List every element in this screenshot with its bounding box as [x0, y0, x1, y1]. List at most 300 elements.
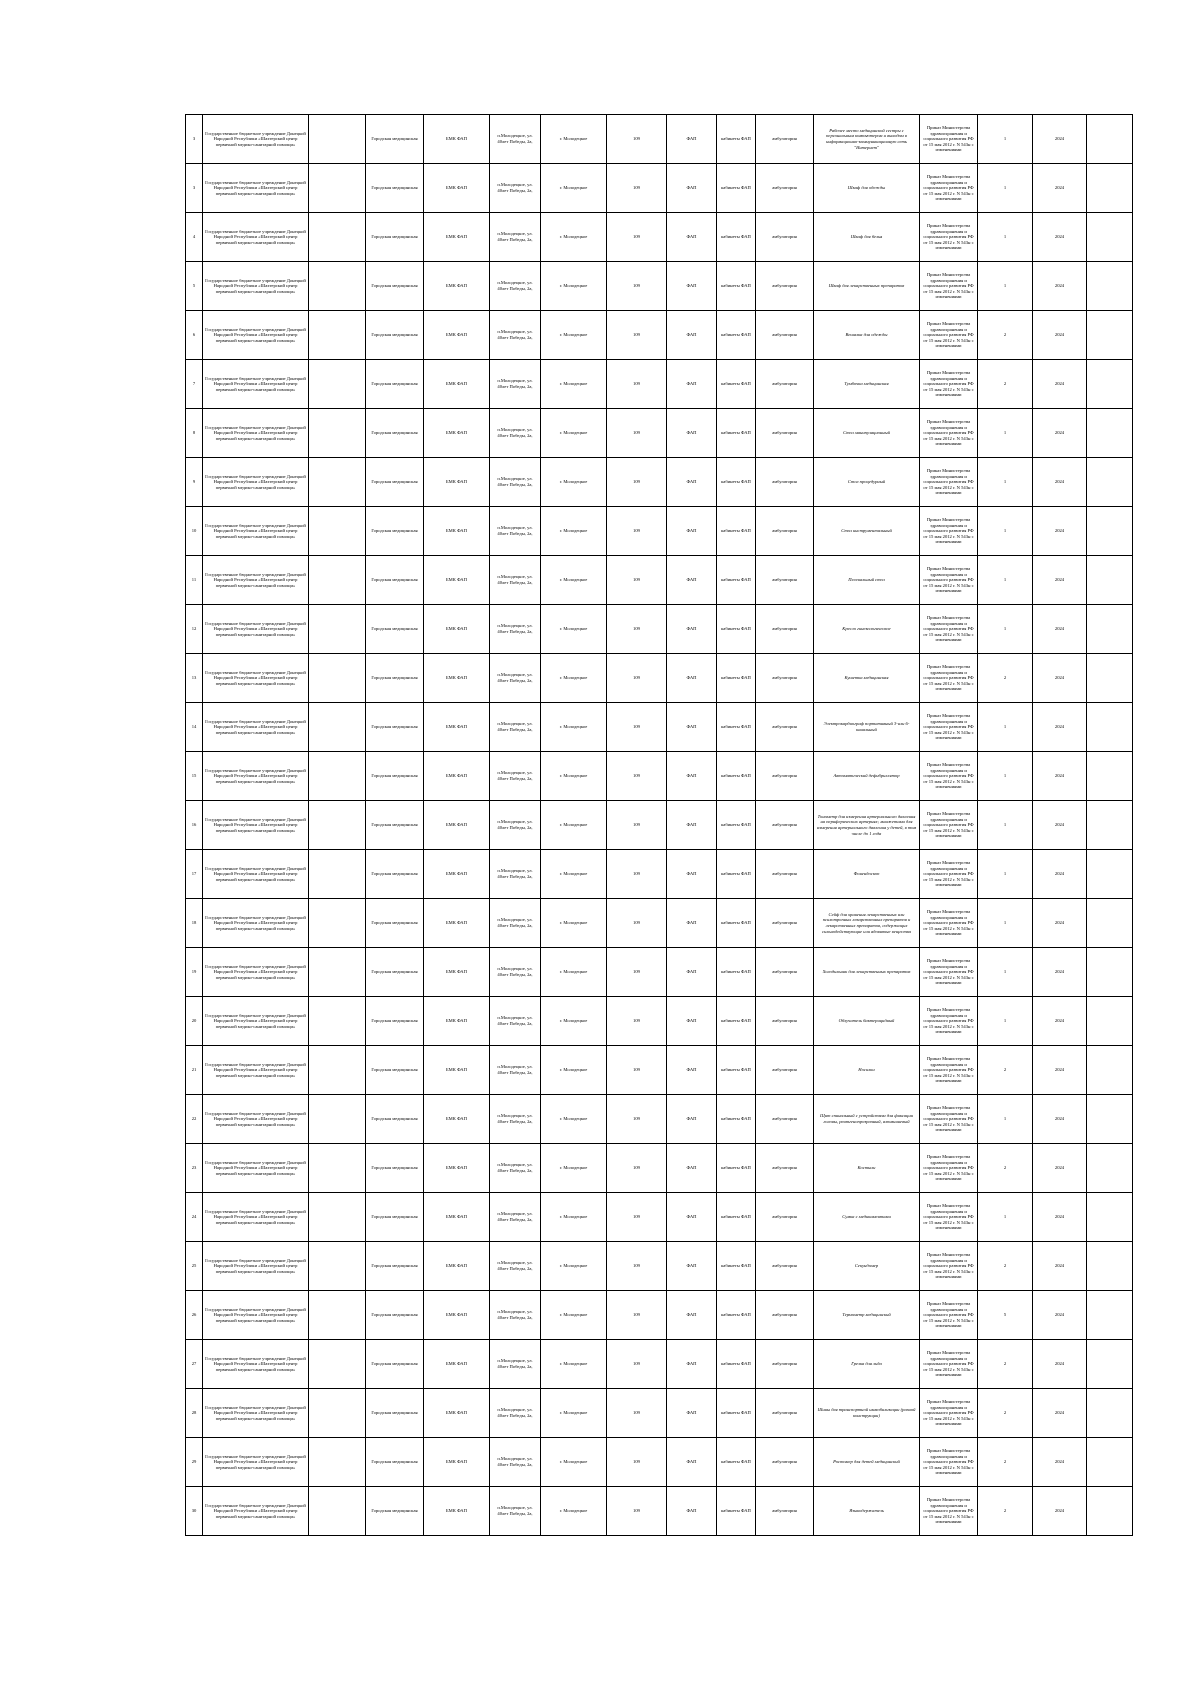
unit: ФАП: [667, 409, 717, 458]
blank-cell: [309, 262, 366, 311]
year: 2024: [1033, 1389, 1087, 1438]
row-number: 25: [186, 1242, 203, 1291]
room-type: амбулатория: [756, 1193, 814, 1242]
equipment-name: Сумка с медикаментами: [814, 1193, 920, 1242]
blank-cell: [309, 752, 366, 801]
row-number: 8: [186, 409, 203, 458]
regulation-order: Приказ Министерства здравоохранения и социального развития РФ от 15 мая 2012 г. N 543н с изменениями: [920, 1046, 978, 1095]
equipment-name: Холодильник для лекарственных препаратов: [814, 948, 920, 997]
address: п.Молодецкое, ул. 40лет Победы, 2а,: [490, 409, 541, 458]
room-type: амбулатория: [756, 1389, 814, 1438]
blank-cell: [1087, 948, 1133, 997]
regulation-order: Приказ Министерства здравоохранения и социального развития РФ от 15 мая 2012 г. N 543н с изменениями: [920, 1144, 978, 1193]
room-type: амбулатория: [756, 262, 814, 311]
code: 109: [607, 605, 667, 654]
equipment-name: Электрокардиограф портативный 3-или 6-канальный: [814, 703, 920, 752]
blank-cell: [309, 1193, 366, 1242]
blank-cell: [1087, 507, 1133, 556]
address: п.Молодецкое, ул. 40лет Победы, 2а,: [490, 556, 541, 605]
address: п.Молодецкое, ул. 40лет Победы, 2а,: [490, 997, 541, 1046]
regulation-order: Приказ Министерства здравоохранения и социального развития РФ от 15 мая 2012 г. N 543н с изменениями: [920, 1487, 978, 1536]
settlement: г. Молодецкое: [541, 507, 607, 556]
row-number: 15: [186, 752, 203, 801]
locality-type: Городская медицинская: [366, 360, 424, 409]
facility-type: БМК ФАП: [424, 360, 490, 409]
code: 109: [607, 1438, 667, 1487]
year: 2024: [1033, 1340, 1087, 1389]
regulation-order: Приказ Министерства здравоохранения и социального развития РФ от 15 мая 2012 г. N 543н с изменениями: [920, 1095, 978, 1144]
year: 2024: [1033, 1193, 1087, 1242]
equipment-name: Облучатель бактерицидный: [814, 997, 920, 1046]
equipment-name: Стол манипуляционный: [814, 409, 920, 458]
year: 2024: [1033, 556, 1087, 605]
room-type: амбулатория: [756, 409, 814, 458]
equipment-name: Фонендоскоп: [814, 850, 920, 899]
facility-type: БМК ФАП: [424, 1438, 490, 1487]
code: 109: [607, 213, 667, 262]
unit: ФАП: [667, 1340, 717, 1389]
blank-cell: [1087, 1193, 1133, 1242]
blank-cell: [309, 164, 366, 213]
equipment-name: Шкаф для белья: [814, 213, 920, 262]
row-number: 21: [186, 1046, 203, 1095]
quantity: 1: [978, 115, 1033, 164]
blank-cell: [1087, 899, 1133, 948]
address: п.Молодецкое, ул. 40лет Победы, 2а,: [490, 1487, 541, 1536]
blank-cell: [1087, 164, 1133, 213]
locality-type: Городская медицинская: [366, 1095, 424, 1144]
table-row: [186, 213, 1133, 262]
locality-type: Городская медицинская: [366, 115, 424, 164]
unit: ФАП: [667, 1291, 717, 1340]
locality-type: Городская медицинская: [366, 1242, 424, 1291]
blank-cell: [309, 115, 366, 164]
institution-name: Государственное бюджетное учреждение Донецкой Народной Республики «Шахтерский центр первичной медико-санитарной помощи»: [203, 899, 309, 948]
regulation-order: Приказ Министерства здравоохранения и социального развития РФ от 15 мая 2012 г. N 543н с изменениями: [920, 262, 978, 311]
address: п.Молодецкое, ул. 40лет Победы, 2а,: [490, 507, 541, 556]
address: п.Молодецкое, ул. 40лет Победы, 2а,: [490, 948, 541, 997]
table-row: [186, 997, 1133, 1046]
blank-cell: [309, 458, 366, 507]
quantity: 2: [978, 360, 1033, 409]
blank-cell: [309, 1487, 366, 1536]
quantity: 2: [978, 1487, 1033, 1536]
settlement: г. Молодецкое: [541, 213, 607, 262]
institution-name: Государственное бюджетное учреждение Донецкой Народной Республики «Шахтерский центр первичной медико-санитарной помощи»: [203, 1487, 309, 1536]
room-type: амбулатория: [756, 654, 814, 703]
settlement: г. Молодецкое: [541, 262, 607, 311]
row-number: 23: [186, 1144, 203, 1193]
room: кабинеты ФАП: [717, 1291, 756, 1340]
row-number: 17: [186, 850, 203, 899]
blank-cell: [1087, 458, 1133, 507]
room: кабинеты ФАП: [717, 1438, 756, 1487]
blank-cell: [309, 507, 366, 556]
facility-type: БМК ФАП: [424, 115, 490, 164]
settlement: г. Молодецкое: [541, 311, 607, 360]
room: кабинеты ФАП: [717, 409, 756, 458]
unit: ФАП: [667, 458, 717, 507]
facility-type: БМК ФАП: [424, 1340, 490, 1389]
equipment-name: Грелка для льда: [814, 1340, 920, 1389]
locality-type: Городская медицинская: [366, 850, 424, 899]
year: 2024: [1033, 605, 1087, 654]
quantity: 1: [978, 1095, 1033, 1144]
document-sheet: [185, 114, 1132, 1536]
blank-cell: [309, 703, 366, 752]
facility-type: БМК ФАП: [424, 801, 490, 850]
blank-cell: [309, 311, 366, 360]
institution-name: Государственное бюджетное учреждение Донецкой Народной Республики «Шахтерский центр первичной медико-санитарной помощи»: [203, 703, 309, 752]
year: 2024: [1033, 1242, 1087, 1291]
settlement: г. Молодецкое: [541, 164, 607, 213]
room-type: амбулатория: [756, 703, 814, 752]
blank-cell: [309, 850, 366, 899]
facility-type: БМК ФАП: [424, 1389, 490, 1438]
regulation-order: Приказ Министерства здравоохранения и социального развития РФ от 15 мая 2012 г. N 543н с изменениями: [920, 703, 978, 752]
unit: ФАП: [667, 1046, 717, 1095]
quantity: 1: [978, 703, 1033, 752]
blank-cell: [309, 948, 366, 997]
facility-type: БМК ФАП: [424, 1487, 490, 1536]
locality-type: Городская медицинская: [366, 262, 424, 311]
room: кабинеты ФАП: [717, 213, 756, 262]
quantity: 1: [978, 213, 1033, 262]
settlement: г. Молодецкое: [541, 1438, 607, 1487]
locality-type: Городская медицинская: [366, 752, 424, 801]
facility-type: БМК ФАП: [424, 1144, 490, 1193]
institution-name: Государственное бюджетное учреждение Донецкой Народной Республики «Шахтерский центр первичной медико-санитарной помощи»: [203, 1144, 309, 1193]
facility-type: БМК ФАП: [424, 507, 490, 556]
room-type: амбулатория: [756, 115, 814, 164]
institution-name: Государственное бюджетное учреждение Донецкой Народной Республики «Шахтерский центр первичной медико-санитарной помощи»: [203, 1340, 309, 1389]
quantity: 1: [978, 801, 1033, 850]
year: 2024: [1033, 1291, 1087, 1340]
room: кабинеты ФАП: [717, 556, 756, 605]
blank-cell: [309, 1340, 366, 1389]
regulation-order: Приказ Министерства здравоохранения и социального развития РФ от 15 мая 2012 г. N 543н с изменениями: [920, 605, 978, 654]
equipment-name: Щит спинальный с устройством для фиксации головы, рентгенопрозрачный, алюминиевый: [814, 1095, 920, 1144]
quantity: 1: [978, 556, 1033, 605]
blank-cell: [309, 1144, 366, 1193]
address: п.Молодецкое, ул. 40лет Победы, 2а,: [490, 1046, 541, 1095]
table-row: [186, 850, 1133, 899]
room: кабинеты ФАП: [717, 1487, 756, 1536]
locality-type: Городская медицинская: [366, 1144, 424, 1193]
regulation-order: Приказ Министерства здравоохранения и социального развития РФ от 15 мая 2012 г. N 543н с изменениями: [920, 507, 978, 556]
room-type: амбулатория: [756, 997, 814, 1046]
address: п.Молодецкое, ул. 40лет Победы, 2а,: [490, 1144, 541, 1193]
row-number: 4: [186, 213, 203, 262]
blank-cell: [1087, 213, 1133, 262]
regulation-order: Приказ Министерства здравоохранения и социального развития РФ от 15 мая 2012 г. N 543н с изменениями: [920, 1438, 978, 1487]
regulation-order: Приказ Министерства здравоохранения и социального развития РФ от 15 мая 2012 г. N 543н с изменениями: [920, 752, 978, 801]
institution-name: Государственное бюджетное учреждение Донецкой Народной Республики «Шахтерский центр первичной медико-санитарной помощи»: [203, 556, 309, 605]
table-row: [186, 1487, 1133, 1536]
table-row: [186, 1389, 1133, 1438]
room: кабинеты ФАП: [717, 654, 756, 703]
row-number: 5: [186, 262, 203, 311]
locality-type: Городская медицинская: [366, 1291, 424, 1340]
quantity: 2: [978, 1046, 1033, 1095]
locality-type: Городская медицинская: [366, 556, 424, 605]
settlement: г. Молодецкое: [541, 458, 607, 507]
institution-name: Государственное бюджетное учреждение Донецкой Народной Республики «Шахтерский центр первичной медико-санитарной помощи»: [203, 360, 309, 409]
row-number: 14: [186, 703, 203, 752]
year: 2024: [1033, 1438, 1087, 1487]
equipment-name: Кресло гинекологическое: [814, 605, 920, 654]
table-row: [186, 1242, 1133, 1291]
room: кабинеты ФАП: [717, 1242, 756, 1291]
code: 109: [607, 458, 667, 507]
room-type: амбулатория: [756, 1487, 814, 1536]
unit: ФАП: [667, 1438, 717, 1487]
settlement: г. Молодецкое: [541, 1095, 607, 1144]
settlement: г. Молодецкое: [541, 1242, 607, 1291]
equipment-name: Автоматический дефибриллятор: [814, 752, 920, 801]
code: 109: [607, 1340, 667, 1389]
settlement: г. Молодецкое: [541, 752, 607, 801]
regulation-order: Приказ Министерства здравоохранения и социального развития РФ от 15 мая 2012 г. N 543н с изменениями: [920, 948, 978, 997]
regulation-order: Приказ Министерства здравоохранения и социального развития РФ от 15 мая 2012 г. N 543н с изменениями: [920, 654, 978, 703]
room-type: амбулатория: [756, 1291, 814, 1340]
settlement: г. Молодецкое: [541, 1193, 607, 1242]
code: 109: [607, 801, 667, 850]
room: кабинеты ФАП: [717, 1340, 756, 1389]
blank-cell: [309, 997, 366, 1046]
room: кабинеты ФАП: [717, 1389, 756, 1438]
settlement: г. Молодецкое: [541, 850, 607, 899]
unit: ФАП: [667, 1487, 717, 1536]
table-row: [186, 1046, 1133, 1095]
institution-name: Государственное бюджетное учреждение Донецкой Народной Республики «Шахтерский центр первичной медико-санитарной помощи»: [203, 1242, 309, 1291]
equipment-name: Секундомер: [814, 1242, 920, 1291]
code: 109: [607, 507, 667, 556]
unit: ФАП: [667, 507, 717, 556]
facility-type: БМК ФАП: [424, 409, 490, 458]
quantity: 1: [978, 164, 1033, 213]
table-row: [186, 115, 1133, 164]
row-number: 18: [186, 899, 203, 948]
code: 109: [607, 997, 667, 1046]
facility-type: БМК ФАП: [424, 997, 490, 1046]
unit: ФАП: [667, 1389, 717, 1438]
year: 2024: [1033, 164, 1087, 213]
blank-cell: [1087, 1438, 1133, 1487]
equipment-name: Костыли: [814, 1144, 920, 1193]
locality-type: Городская медицинская: [366, 1487, 424, 1536]
regulation-order: Приказ Министерства здравоохранения и социального развития РФ от 15 мая 2012 г. N 543н с изменениями: [920, 997, 978, 1046]
facility-type: БМК ФАП: [424, 1242, 490, 1291]
blank-cell: [1087, 360, 1133, 409]
locality-type: Городская медицинская: [366, 409, 424, 458]
room: кабинеты ФАП: [717, 703, 756, 752]
room: кабинеты ФАП: [717, 1193, 756, 1242]
facility-type: БМК ФАП: [424, 703, 490, 752]
year: 2024: [1033, 948, 1087, 997]
unit: ФАП: [667, 899, 717, 948]
room-type: амбулатория: [756, 213, 814, 262]
locality-type: Городская медицинская: [366, 311, 424, 360]
table-row: [186, 164, 1133, 213]
settlement: г. Молодецкое: [541, 654, 607, 703]
locality-type: Городская медицинская: [366, 899, 424, 948]
unit: ФАП: [667, 360, 717, 409]
blank-cell: [1087, 605, 1133, 654]
year: 2024: [1033, 1095, 1087, 1144]
blank-cell: [1087, 409, 1133, 458]
year: 2024: [1033, 654, 1087, 703]
settlement: г. Молодецкое: [541, 360, 607, 409]
institution-name: Государственное бюджетное учреждение Донецкой Народной Республики «Шахтерский центр первичной медико-санитарной помощи»: [203, 801, 309, 850]
code: 109: [607, 752, 667, 801]
regulation-order: Приказ Министерства здравоохранения и социального развития РФ от 15 мая 2012 г. N 543н с изменениями: [920, 850, 978, 899]
room-type: амбулатория: [756, 801, 814, 850]
table-row: [186, 899, 1133, 948]
table-row: [186, 556, 1133, 605]
year: 2024: [1033, 1487, 1087, 1536]
facility-type: БМК ФАП: [424, 556, 490, 605]
address: п.Молодецкое, ул. 40лет Победы, 2а,: [490, 115, 541, 164]
blank-cell: [309, 1438, 366, 1487]
year: 2024: [1033, 311, 1087, 360]
address: п.Молодецкое, ул. 40лет Победы, 2а,: [490, 752, 541, 801]
settlement: г. Молодецкое: [541, 556, 607, 605]
room-type: амбулатория: [756, 752, 814, 801]
regulation-order: Приказ Министерства здравоохранения и социального развития РФ от 15 мая 2012 г. N 543н с изменениями: [920, 1242, 978, 1291]
quantity: 1: [978, 507, 1033, 556]
room: кабинеты ФАП: [717, 801, 756, 850]
code: 109: [607, 1144, 667, 1193]
unit: ФАП: [667, 997, 717, 1046]
facility-type: БМК ФАП: [424, 654, 490, 703]
facility-type: БМК ФАП: [424, 213, 490, 262]
year: 2024: [1033, 409, 1087, 458]
locality-type: Городская медицинская: [366, 801, 424, 850]
institution-name: Государственное бюджетное учреждение Донецкой Народной Республики «Шахтерский центр первичной медико-санитарной помощи»: [203, 458, 309, 507]
unit: ФАП: [667, 703, 717, 752]
row-number: 3: [186, 164, 203, 213]
settlement: г. Молодецкое: [541, 1487, 607, 1536]
institution-name: Государственное бюджетное учреждение Донецкой Народной Республики «Шахтерский центр первичной медико-санитарной помощи»: [203, 1389, 309, 1438]
equipment-name: Языкодержатель: [814, 1487, 920, 1536]
quantity: 1: [978, 997, 1033, 1046]
blank-cell: [1087, 115, 1133, 164]
equipment-name: Кушетка медицинская: [814, 654, 920, 703]
table-row: [186, 1095, 1133, 1144]
room: кабинеты ФАП: [717, 1046, 756, 1095]
institution-name: Государственное бюджетное учреждение Донецкой Народной Республики «Шахтерский центр первичной медико-санитарной помощи»: [203, 1193, 309, 1242]
unit: ФАП: [667, 1095, 717, 1144]
institution-name: Государственное бюджетное учреждение Донецкой Народной Республики «Шахтерский центр первичной медико-санитарной помощи»: [203, 997, 309, 1046]
regulation-order: Приказ Министерства здравоохранения и социального развития РФ от 15 мая 2012 г. N 543н с изменениями: [920, 409, 978, 458]
table-row: [186, 311, 1133, 360]
institution-name: Государственное бюджетное учреждение Донецкой Народной Республики «Шахтерский центр первичной медико-санитарной помощи»: [203, 164, 309, 213]
address: п.Молодецкое, ул. 40лет Победы, 2а,: [490, 1193, 541, 1242]
year: 2024: [1033, 752, 1087, 801]
row-number: 29: [186, 1438, 203, 1487]
facility-type: БМК ФАП: [424, 311, 490, 360]
code: 109: [607, 262, 667, 311]
room-type: амбулатория: [756, 164, 814, 213]
code: 109: [607, 115, 667, 164]
table-row: [186, 1144, 1133, 1193]
blank-cell: [1087, 1095, 1133, 1144]
row-number: 26: [186, 1291, 203, 1340]
settlement: г. Молодецкое: [541, 115, 607, 164]
regulation-order: Приказ Министерства здравоохранения и социального развития РФ от 15 мая 2012 г. N 543н с изменениями: [920, 213, 978, 262]
unit: ФАП: [667, 1144, 717, 1193]
unit: ФАП: [667, 801, 717, 850]
equipment-name: Носилки: [814, 1046, 920, 1095]
room-type: амбулатория: [756, 850, 814, 899]
settlement: г. Молодецкое: [541, 801, 607, 850]
blank-cell: [1087, 1046, 1133, 1095]
row-number: 20: [186, 997, 203, 1046]
locality-type: Городская медицинская: [366, 1046, 424, 1095]
quantity: 1: [978, 1193, 1033, 1242]
institution-name: Государственное бюджетное учреждение Донецкой Народной Республики «Шахтерский центр первичной медико-санитарной помощи»: [203, 654, 309, 703]
address: п.Молодецкое, ул. 40лет Победы, 2а,: [490, 311, 541, 360]
quantity: 2: [978, 1242, 1033, 1291]
row-number: 28: [186, 1389, 203, 1438]
equipment-name: Термометр медицинский: [814, 1291, 920, 1340]
institution-name: Государственное бюджетное учреждение Донецкой Народной Республики «Шахтерский центр первичной медико-санитарной помощи»: [203, 311, 309, 360]
blank-cell: [309, 556, 366, 605]
table-row: [186, 752, 1133, 801]
blank-cell: [309, 213, 366, 262]
institution-name: Государственное бюджетное учреждение Донецкой Народной Республики «Шахтерский центр первичной медико-санитарной помощи»: [203, 752, 309, 801]
code: 109: [607, 360, 667, 409]
blank-cell: [1087, 801, 1133, 850]
row-number: 12: [186, 605, 203, 654]
locality-type: Городская медицинская: [366, 1340, 424, 1389]
locality-type: Городская медицинская: [366, 703, 424, 752]
blank-cell: [309, 1046, 366, 1095]
address: п.Молодецкое, ул. 40лет Победы, 2а,: [490, 801, 541, 850]
quantity: 2: [978, 311, 1033, 360]
blank-cell: [1087, 1242, 1133, 1291]
table-row: [186, 262, 1133, 311]
room-type: амбулатория: [756, 458, 814, 507]
institution-name: Государственное бюджетное учреждение Донецкой Народной Республики «Шахтерский центр первичной медико-санитарной помощи»: [203, 262, 309, 311]
unit: ФАП: [667, 213, 717, 262]
facility-type: БМК ФАП: [424, 458, 490, 507]
equipment-name: Ростомер для детей медицинский: [814, 1438, 920, 1487]
blank-cell: [309, 801, 366, 850]
table-row: [186, 360, 1133, 409]
table-row: [186, 948, 1133, 997]
year: 2024: [1033, 899, 1087, 948]
unit: ФАП: [667, 556, 717, 605]
institution-name: Государственное бюджетное учреждение Донецкой Народной Республики «Шахтерский центр первичной медико-санитарной помощи»: [203, 507, 309, 556]
blank-cell: [1087, 311, 1133, 360]
quantity: 1: [978, 458, 1033, 507]
year: 2024: [1033, 360, 1087, 409]
quantity: 2: [978, 1340, 1033, 1389]
address: п.Молодецкое, ул. 40лет Победы, 2а,: [490, 213, 541, 262]
code: 109: [607, 1095, 667, 1144]
blank-cell: [1087, 1389, 1133, 1438]
address: п.Молодецкое, ул. 40лет Победы, 2а,: [490, 1242, 541, 1291]
unit: ФАП: [667, 164, 717, 213]
row-number: 10: [186, 507, 203, 556]
facility-type: БМК ФАП: [424, 1046, 490, 1095]
institution-name: Государственное бюджетное учреждение Донецкой Народной Республики «Шахтерский центр первичной медико-санитарной помощи»: [203, 213, 309, 262]
blank-cell: [1087, 262, 1133, 311]
facility-type: БМК ФАП: [424, 262, 490, 311]
row-number: 19: [186, 948, 203, 997]
